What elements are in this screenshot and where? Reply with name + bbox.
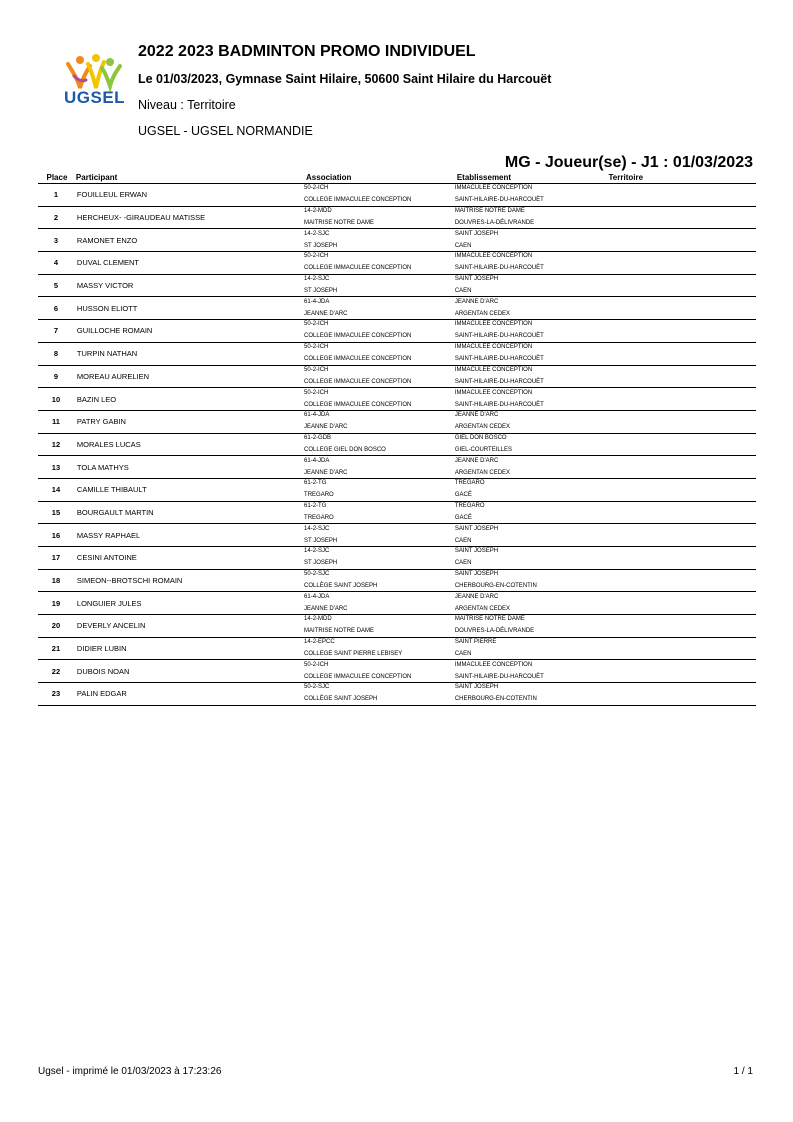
- etablissement-city: CHERBOURG-EN-COTENTIN: [454, 696, 537, 703]
- participant-cell: MORALES LUCAS: [76, 439, 141, 449]
- table-row: [38, 297, 756, 320]
- place-cell: 1: [53, 190, 59, 200]
- association-code: 61-2-TG: [304, 480, 327, 487]
- territoire-cell: [607, 637, 757, 660]
- place-cell: 21: [51, 644, 61, 654]
- territoire-cell: [607, 297, 757, 320]
- association-code: 50-2-ICH: [304, 344, 329, 351]
- territoire-cell: [607, 524, 757, 547]
- association-cell: [304, 252, 455, 275]
- etablissement-cell: [455, 683, 607, 706]
- participant-cell: RAMONET ENZO: [76, 235, 138, 245]
- etablissement-city: CAEN: [454, 537, 472, 544]
- association-code: 14-2-MDD: [304, 208, 332, 215]
- etablissement-city: SAINT-HILAIRE-DU-HARCOUËT: [454, 197, 544, 204]
- association-code: 50-2-ICH: [304, 389, 329, 396]
- association-code: 50-2-SJC: [304, 684, 330, 691]
- table-row: [38, 365, 756, 388]
- etablissement-cell: [455, 478, 607, 501]
- participant-cell: MOREAU AURELIEN: [76, 371, 150, 381]
- territoire-cell: [607, 547, 757, 570]
- table-row: [38, 501, 756, 524]
- participant-cell: MASSY RAPHAEL: [76, 530, 141, 540]
- table-row: [38, 388, 756, 411]
- association-name: ST JOSEPH: [304, 537, 338, 544]
- table-row: [38, 342, 756, 365]
- etablissement-city: CAEN: [454, 242, 472, 249]
- place-cell: 5: [53, 281, 59, 291]
- association-name: COLLEGE SAINT PIERRE LEBISEY: [304, 651, 403, 658]
- etablissement-name: IMMACULEE CONCEPTION: [454, 344, 533, 351]
- etablissement-name: IMMACULEE CONCEPTION: [454, 661, 533, 668]
- association-code: 61-4-JDA: [304, 457, 330, 464]
- etablissement-cell: [455, 320, 607, 343]
- etablissement-cell: [455, 456, 607, 479]
- etablissement-name: IMMACULEE CONCEPTION: [454, 253, 533, 260]
- etablissement-city: CAEN: [454, 651, 472, 658]
- association-code: 50-2-ICH: [304, 253, 329, 260]
- association-code: 14-2-EPCC: [304, 639, 335, 646]
- place-cell: 3: [53, 235, 59, 245]
- etablissement-cell: [455, 388, 607, 411]
- place-cell: 23: [51, 689, 61, 699]
- association-name: JEANNE D'ARC: [304, 310, 348, 317]
- etablissement-name: IMMACULEE CONCEPTION: [454, 321, 533, 328]
- etablissement-name: IMMACULEE CONCEPTION: [454, 185, 533, 192]
- association-code: 61-2-TG: [304, 502, 327, 509]
- table-row: [38, 320, 756, 343]
- etablissement-name: JEANNE D'ARC: [454, 457, 499, 464]
- association-name: COLLEGE IMMACULEE CONCEPTION: [304, 356, 412, 363]
- etablissement-name: JEANNE D'ARC: [454, 298, 499, 305]
- place-cell: 11: [51, 417, 60, 427]
- territoire-cell: [607, 615, 757, 638]
- association-cell: [304, 206, 455, 229]
- etablissement-name: SAINT JOSEPH: [454, 684, 499, 691]
- table-row: [38, 547, 756, 570]
- etablissement-city: GACÉ: [454, 514, 472, 521]
- association-cell: [304, 410, 455, 433]
- territoire-cell: [607, 388, 757, 411]
- etablissement-cell: [455, 524, 607, 547]
- association-code: 50-2-SJC: [304, 571, 330, 578]
- place-cell: 12: [51, 439, 61, 449]
- participant-cell: DEVERLY ANCELIN: [76, 621, 146, 631]
- association-cell: [304, 320, 455, 343]
- association-cell: [304, 297, 455, 320]
- association-cell: [304, 433, 455, 456]
- etablissement-cell: [455, 615, 607, 638]
- column-header-etablissement: Etablissement: [455, 173, 607, 184]
- etablissement-name: TREGARO: [454, 480, 485, 487]
- territoire-cell: [607, 342, 757, 365]
- etablissement-cell: [455, 660, 607, 683]
- table-row: [38, 184, 756, 207]
- etablissement-name: JEANNE D'ARC: [454, 412, 499, 419]
- participant-cell: CESINI ANTOINE: [76, 553, 137, 563]
- place-cell: 16: [51, 530, 61, 540]
- participant-cell: DUVAL CLEMENT: [76, 258, 140, 268]
- etablissement-name: GIEL DON BOSCO: [454, 434, 507, 441]
- etablissement-name: SAINT JOSEPH: [454, 525, 499, 532]
- table-header-row: [38, 173, 756, 184]
- place-cell: 6: [53, 303, 59, 313]
- association-code: 61-4-JDA: [304, 593, 330, 600]
- table-row: [38, 592, 756, 615]
- etablissement-cell: [455, 637, 607, 660]
- territoire-cell: [607, 410, 757, 433]
- etablissement-city: CAEN: [454, 288, 472, 295]
- association-code: 14-2-SJC: [304, 525, 330, 532]
- territoire-cell: [607, 501, 757, 524]
- table-row: [38, 569, 756, 592]
- etablissement-cell: [455, 274, 607, 297]
- association-code: 14-2-SJC: [304, 276, 330, 283]
- association-code: 61-2-GDB: [304, 434, 332, 441]
- etablissement-cell: [455, 501, 607, 524]
- territoire-cell: [607, 365, 757, 388]
- territoire-cell: [607, 660, 757, 683]
- results-body: [38, 184, 756, 706]
- etablissement-name: TREGARO: [454, 502, 485, 509]
- etablissement-city: GIEL-COURTEILLES: [454, 446, 513, 453]
- event-heading: MG - Joueur(se) - J1 : 01/03/2023: [504, 154, 753, 171]
- association-cell: [304, 637, 455, 660]
- association-name: COLLEGE IMMACULEE CONCEPTION: [304, 673, 412, 680]
- association-cell: [304, 478, 455, 501]
- event-subtitle: Le 01/03/2023, Gymnase Saint Hilaire, 50600 Saint Hilaire du Harcouët: [138, 72, 552, 86]
- participant-cell: TURPIN NATHAN: [76, 349, 138, 359]
- association-name: COLLEGE IMMACULEE CONCEPTION: [304, 197, 412, 204]
- etablissement-name: SAINT PIERRE: [454, 639, 497, 646]
- place-cell: 18: [51, 576, 61, 586]
- territoire-cell: [607, 592, 757, 615]
- column-header-participant: Participant: [74, 173, 304, 184]
- etablissement-name: MAITRISE NOTRE DAME: [454, 208, 525, 215]
- participant-cell: GUILLOCHE ROMAIN: [76, 326, 153, 336]
- participant-cell: LONGUIER JULES: [76, 598, 142, 608]
- niveau-label: Niveau : Territoire: [138, 98, 236, 112]
- association-cell: [304, 683, 455, 706]
- association-cell: [304, 569, 455, 592]
- table-row: [38, 660, 756, 683]
- etablissement-city: CHERBOURG-EN-COTENTIN: [454, 583, 537, 590]
- territoire-cell: [607, 206, 757, 229]
- territoire-cell: [607, 320, 757, 343]
- association-code: 14-2-SJC: [304, 548, 330, 555]
- etablissement-cell: [455, 229, 607, 252]
- footer-print-date: Ugsel - imprimé le 01/03/2023 à 17:23:26: [38, 1066, 222, 1077]
- association-name: MAITRISE NOTRE DAME: [304, 220, 375, 227]
- table-row: [38, 433, 756, 456]
- participant-cell: MASSY VICTOR: [76, 281, 134, 291]
- etablissement-cell: [455, 547, 607, 570]
- association-code: 14-2-MDD: [304, 616, 332, 623]
- territoire-cell: [607, 184, 757, 207]
- etablissement-city: SAINT-HILAIRE-DU-HARCOUËT: [454, 333, 544, 340]
- etablissement-city: SAINT-HILAIRE-DU-HARCOUËT: [454, 265, 544, 272]
- participant-cell: BOURGAULT MARTIN: [76, 507, 154, 517]
- etablissement-cell: [455, 410, 607, 433]
- territoire-cell: [607, 433, 757, 456]
- table-row: [38, 410, 756, 433]
- place-cell: 7: [53, 326, 59, 336]
- participant-cell: DIDIER LUBIN: [76, 644, 127, 654]
- etablissement-cell: [455, 569, 607, 592]
- participant-cell: FOUILLEUL ERWAN: [76, 190, 148, 200]
- participant-cell: HUSSON ELIOTT: [76, 303, 138, 313]
- association-name: COLLÈGE SAINT JOSEPH: [304, 696, 378, 703]
- association-code: 50-2-ICH: [304, 321, 329, 328]
- etablissement-name: SAINT JOSEPH: [454, 230, 499, 237]
- participant-cell: BAZIN LEO: [76, 394, 117, 404]
- participant-cell: PATRY GABIN: [76, 417, 126, 427]
- association-name: ST JOSEPH: [304, 242, 338, 249]
- etablissement-city: SAINT-HILAIRE-DU-HARCOUËT: [454, 378, 544, 385]
- etablissement-city: CAEN: [454, 560, 472, 567]
- association-name: COLLEGE IMMACULEE CONCEPTION: [304, 333, 412, 340]
- etablissement-city: DOUVRES-LA-DÉLIVRANDE: [454, 220, 535, 227]
- association-name: COLLEGE GIEL DON BOSCO: [304, 446, 386, 453]
- organisation-label: UGSEL - UGSEL NORMANDIE: [138, 124, 313, 138]
- table-row: [38, 615, 756, 638]
- association-cell: [304, 229, 455, 252]
- territoire-cell: [607, 569, 757, 592]
- association-cell: [304, 592, 455, 615]
- participant-cell: PALIN EDGAR: [76, 689, 127, 699]
- association-name: COLLÈGE SAINT JOSEPH: [304, 583, 378, 590]
- participant-cell: SIMEON--BROTSCHI ROMAIN: [76, 576, 183, 586]
- etablissement-city: DOUVRES-LA-DÉLIVRANDE: [454, 628, 535, 635]
- etablissement-name: SAINT JOSEPH: [454, 548, 499, 555]
- association-name: TREGARO: [304, 492, 334, 499]
- association-cell: [304, 184, 455, 207]
- table-row: [38, 206, 756, 229]
- association-cell: [304, 388, 455, 411]
- place-cell: 2: [53, 213, 59, 223]
- association-name: MAITRISE NOTRE DAME: [304, 628, 375, 635]
- place-cell: 13: [51, 462, 61, 472]
- etablissement-cell: [455, 365, 607, 388]
- place-cell: 9: [53, 371, 59, 381]
- participant-cell: HERCHEUX- -GIRAUDEAU MATISSE: [76, 213, 206, 223]
- column-header-territoire: Territoire: [607, 173, 757, 184]
- participant-cell: DUBOIS NOAN: [76, 666, 130, 676]
- association-code: 61-4-JDA: [304, 412, 330, 419]
- association-name: TREGARO: [304, 514, 334, 521]
- association-name: COLLEGE IMMACULEE CONCEPTION: [304, 401, 412, 408]
- etablissement-cell: [455, 206, 607, 229]
- logo-text: UGSEL: [64, 88, 126, 107]
- etablissement-name: JEANNE D'ARC: [454, 593, 499, 600]
- place-cell: 14: [51, 485, 61, 495]
- association-name: ST JOSEPH: [304, 288, 338, 295]
- association-cell: [304, 342, 455, 365]
- etablissement-city: SAINT-HILAIRE-DU-HARCOUËT: [454, 356, 544, 363]
- table-row: [38, 456, 756, 479]
- association-code: 14-2-SJC: [304, 230, 330, 237]
- etablissement-cell: [455, 592, 607, 615]
- etablissement-name: IMMACULEE CONCEPTION: [454, 366, 533, 373]
- place-cell: 20: [51, 621, 61, 631]
- place-cell: 19: [51, 598, 61, 608]
- etablissement-cell: [455, 433, 607, 456]
- etablissement-city: SAINT-HILAIRE-DU-HARCOUËT: [454, 673, 544, 680]
- etablissement-city: GACÉ: [454, 492, 472, 499]
- place-cell: 10: [51, 394, 61, 404]
- territoire-cell: [607, 274, 757, 297]
- association-cell: [304, 274, 455, 297]
- territoire-cell: [607, 456, 757, 479]
- table-row: [38, 637, 756, 660]
- etablissement-city: ARGENTAN CEDEX: [454, 469, 511, 476]
- table-row: [38, 478, 756, 501]
- footer-page-number: 1 / 1: [733, 1066, 753, 1077]
- association-name: JEANNE D'ARC: [304, 605, 348, 612]
- results-table: [38, 173, 756, 706]
- etablissement-name: SAINT JOSEPH: [454, 571, 499, 578]
- association-name: COLLEGE IMMACULEE CONCEPTION: [304, 378, 412, 385]
- association-name: JEANNE D'ARC: [304, 469, 348, 476]
- association-cell: [304, 501, 455, 524]
- association-code: 50-2-ICH: [304, 185, 329, 192]
- place-cell: 15: [51, 507, 61, 517]
- territoire-cell: [607, 229, 757, 252]
- etablissement-city: SAINT-HILAIRE-DU-HARCOUËT: [454, 401, 544, 408]
- association-code: 50-2-ICH: [304, 661, 329, 668]
- column-header-association: Association: [304, 173, 455, 184]
- etablissement-cell: [455, 297, 607, 320]
- etablissement-city: ARGENTAN CEDEX: [454, 310, 511, 317]
- association-cell: [304, 365, 455, 388]
- table-row: [38, 274, 756, 297]
- association-name: COLLEGE IMMACULEE CONCEPTION: [304, 265, 412, 272]
- place-cell: 17: [51, 553, 61, 563]
- association-cell: [304, 547, 455, 570]
- territoire-cell: [607, 683, 757, 706]
- etablissement-cell: [455, 184, 607, 207]
- etablissement-city: ARGENTAN CEDEX: [454, 424, 511, 431]
- territoire-cell: [607, 478, 757, 501]
- association-name: JEANNE D'ARC: [304, 424, 348, 431]
- association-cell: [304, 660, 455, 683]
- table-row: [38, 229, 756, 252]
- table-row: [38, 252, 756, 275]
- participant-cell: CAMILLE THIBAULT: [76, 485, 147, 495]
- etablissement-cell: [455, 252, 607, 275]
- etablissement-city: ARGENTAN CEDEX: [454, 605, 511, 612]
- association-cell: [304, 615, 455, 638]
- table-row: [38, 524, 756, 547]
- etablissement-cell: [455, 342, 607, 365]
- column-header-place: Place: [38, 173, 74, 184]
- page-title: 2022 2023 BADMINTON PROMO INDIVIDUEL: [138, 43, 476, 60]
- territoire-cell: [607, 252, 757, 275]
- association-name: ST JOSEPH: [304, 560, 338, 567]
- etablissement-name: SAINT JOSEPH: [454, 276, 499, 283]
- association-cell: [304, 456, 455, 479]
- association-cell: [304, 524, 455, 547]
- place-cell: 22: [51, 666, 61, 676]
- table-row: [38, 683, 756, 706]
- participant-cell: TOLA MATHYS: [76, 462, 129, 472]
- etablissement-name: MAITRISE NOTRE DAME: [454, 616, 525, 623]
- place-cell: 4: [53, 258, 59, 268]
- association-code: 50-2-ICH: [304, 366, 329, 373]
- etablissement-name: IMMACULEE CONCEPTION: [454, 389, 533, 396]
- association-code: 61-4-JDA: [304, 298, 330, 305]
- place-cell: 8: [53, 349, 59, 359]
